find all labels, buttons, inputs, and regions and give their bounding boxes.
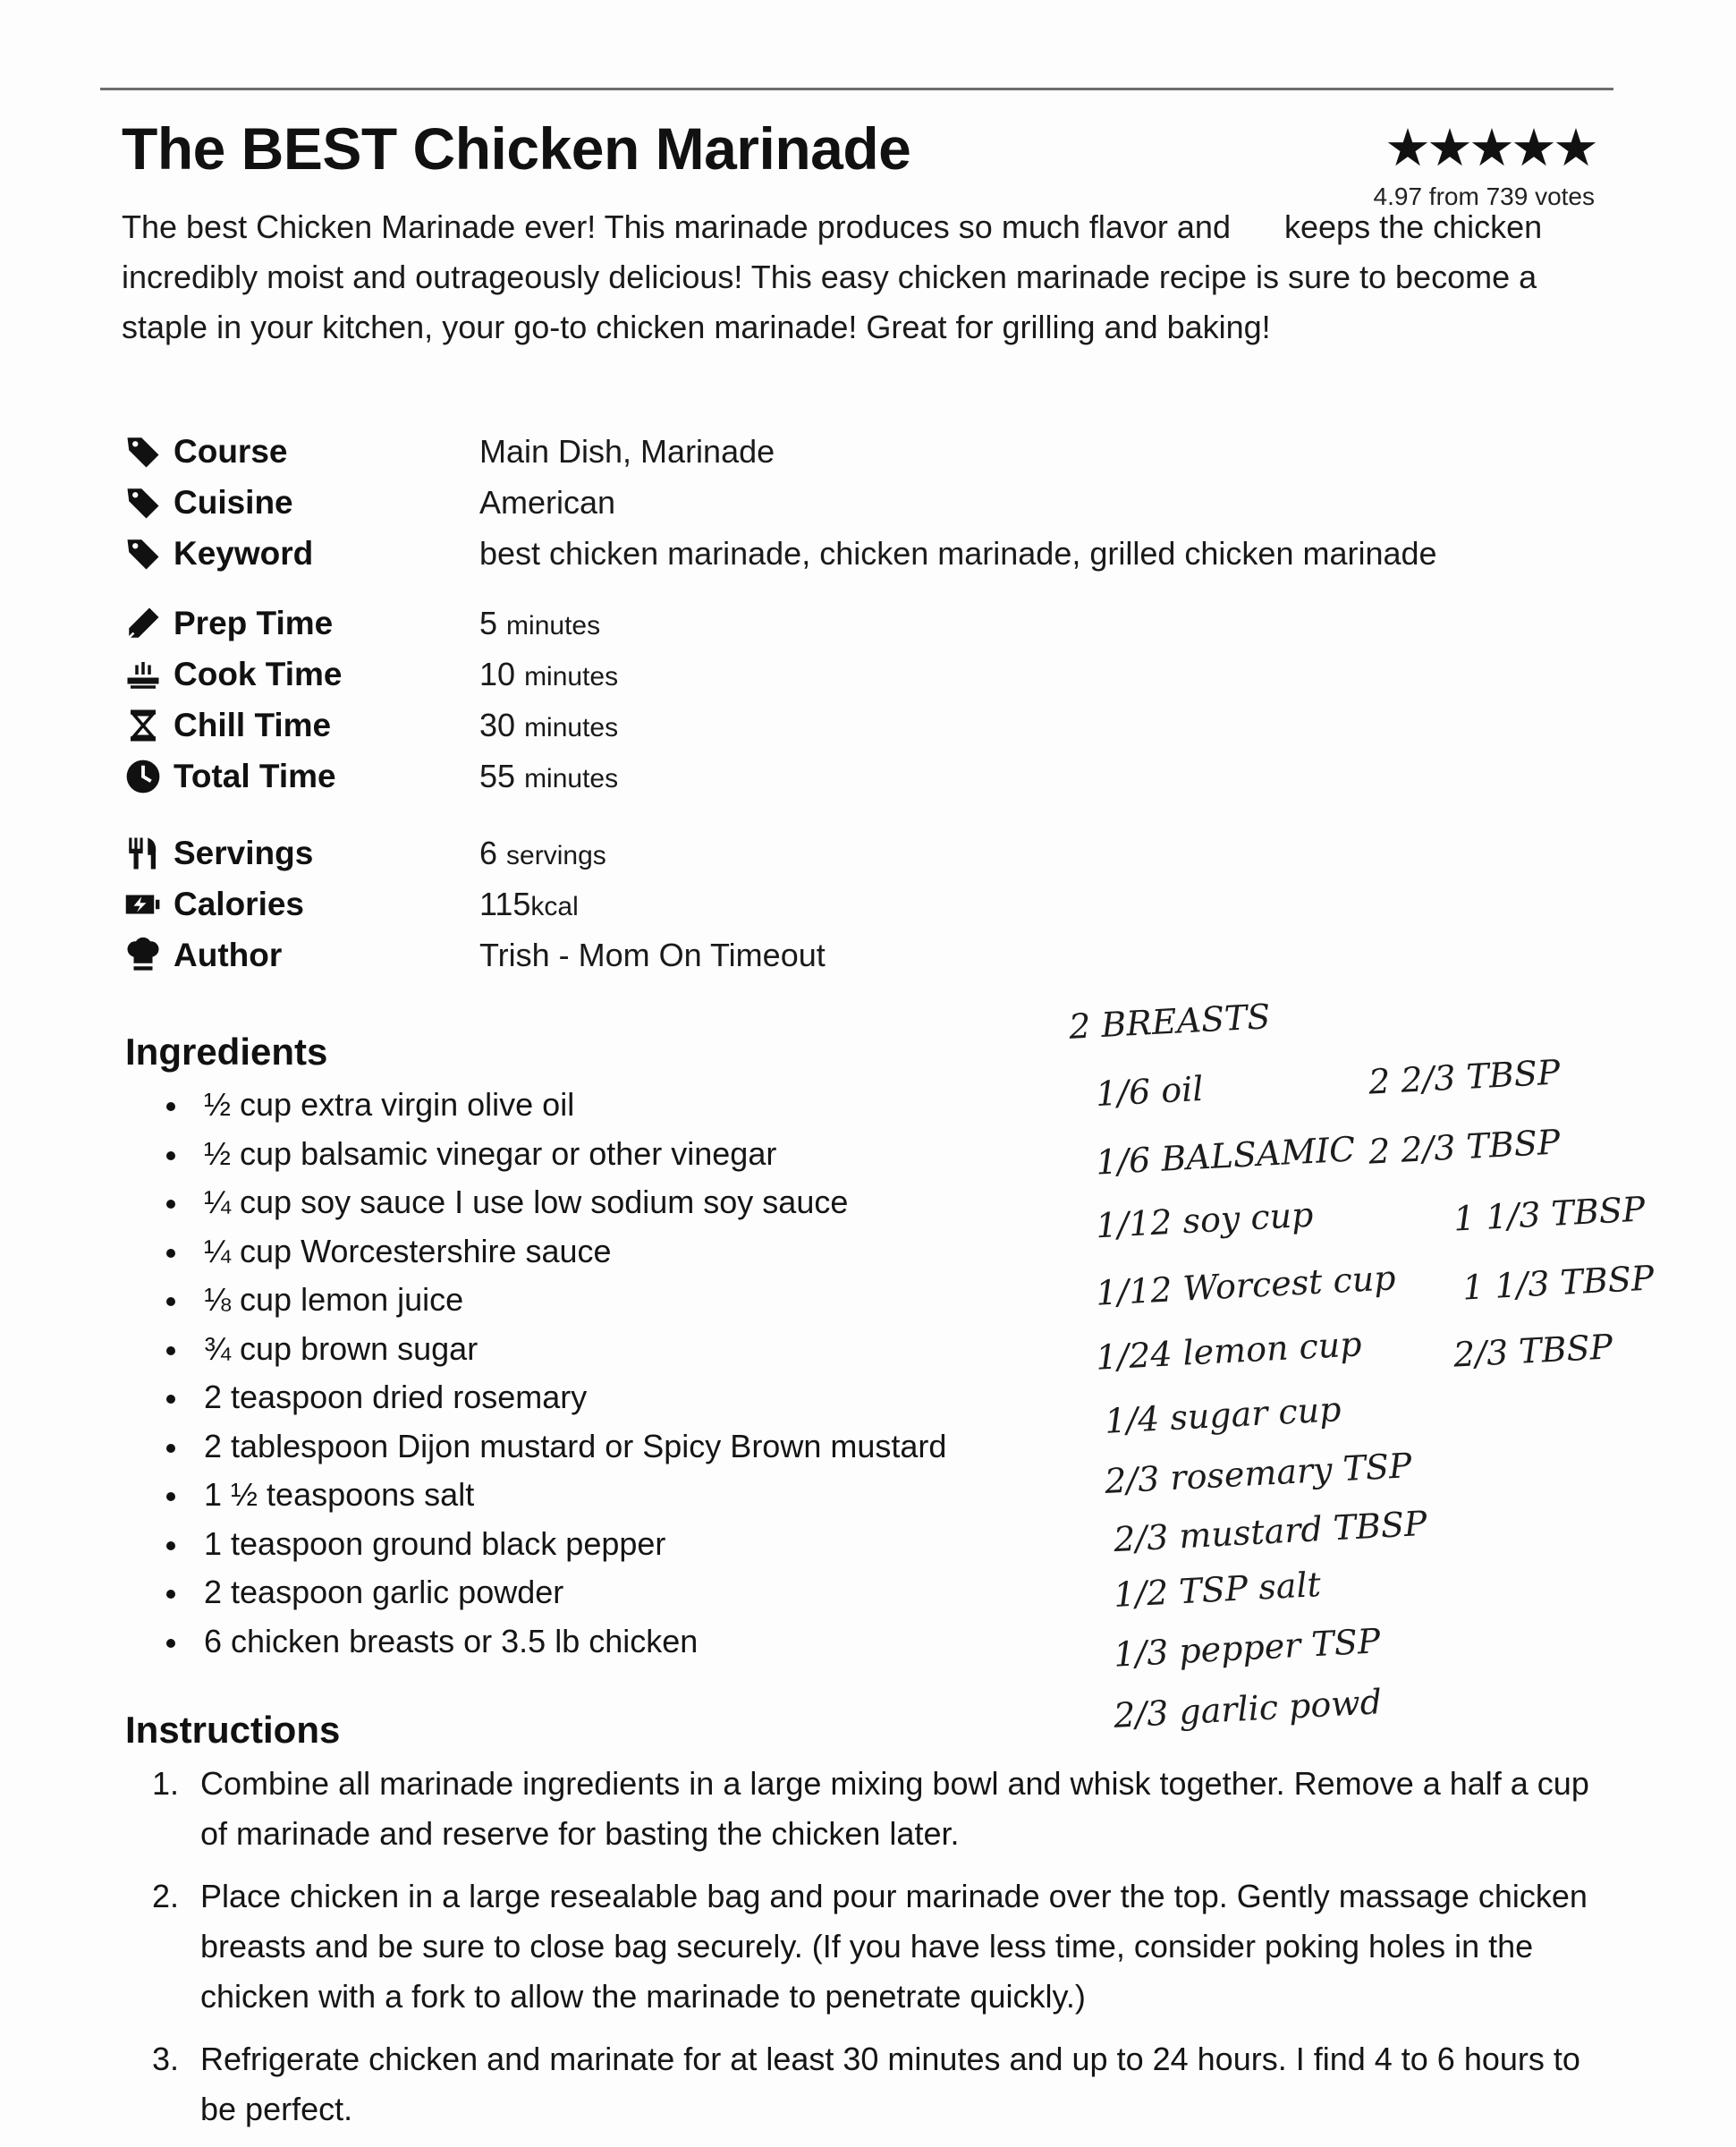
tag-icon [122,481,165,524]
ingredient-item: ½ cup balsamic vinegar or other vinegar [163,1130,946,1179]
vote-count: 4.97 from 739 votes [1373,182,1595,210]
cooking-pot-icon [122,653,165,696]
instructions-list [152,1759,1601,2147]
rating-block [1373,119,1595,211]
meta-author [122,929,826,980]
handwritten-note: 1/2 TSP salt [1113,1564,1322,1616]
meta-label-author: Author [174,936,283,973]
recipe-title: The BEST Chicken Marinade [122,115,911,182]
meta-label-servings: Servings [174,834,314,871]
ingredient-item: 1 ½ teaspoons salt [163,1471,946,1520]
handwritten-note: 1/12 Worcest cup [1095,1258,1397,1313]
ingredient-item: 6 chicken breasts or 3.5 lb chicken [163,1617,946,1667]
ingredient-item: ½ cup extra virgin olive oil [163,1081,946,1130]
handwritten-note: 1/6 BALSAMIC [1095,1129,1357,1183]
meta-cuisine [122,477,1437,528]
summary-line-1: The best Chicken Marinade ever! This marinade produces so much flavor and [122,208,1231,245]
battery-icon [122,883,165,926]
handwritten-note: 2 BREASTS [1068,997,1272,1047]
recipe-summary [122,202,1588,352]
tag-icon [122,532,165,575]
ingredient-item: ¼ cup soy sauce I use low sodium soy sauce [163,1178,946,1227]
handwritten-note: 2/3 mustard TBSP [1113,1503,1428,1560]
meta-course [122,426,1437,477]
meta-value-course: Main Dish, Marinade [479,432,775,470]
chef-hat-icon [122,934,165,977]
meta-value-calories: 115 [479,885,531,922]
handwritten-note: 1/4 sugar cup [1104,1389,1342,1441]
meta-unit-calories: kcal [530,891,579,921]
step-text: Refrigerate chicken and marinate for at least 30 minutes and up to 24 hours. I find 4 to 6 hours to be perfect. [200,2041,1580,2127]
meta-value-author[interactable]: Trish - Mom On Timeout [479,936,826,973]
meta-unit-servings: servings [506,840,606,870]
meta-value-chill-time: 30 [479,706,516,743]
handwritten-note: 2 2/3 TBSP [1367,1122,1562,1172]
ingredient-item: ¼ cup Worcestershire sauce [163,1227,946,1277]
meta-label-total-time: Total Time [174,757,336,794]
meta-cook-time [122,649,618,700]
meta-calories [122,878,826,929]
instruction-step [152,2034,1601,2134]
meta-unit-total-time: minutes [524,763,619,793]
handwritten-note: 1/24 lemon cup [1095,1324,1363,1378]
ingredient-item: ⅛ cup lemon juice [163,1276,946,1325]
meta-value-keyword: best chicken marinade, chicken marinade, grilled chicken marinade [479,534,1437,572]
meta-label-keyword: Keyword [174,534,314,572]
step-number: 1. [152,1765,180,1802]
summary-rest: keeps the chicken incredibly moist and outrageously delicious! This easy chicken marinade recipe is sure to become a staple in your kitchen, your go-to chicken marinade! Great for grilling and baking! [122,208,1543,345]
meta-label-chill-time: Chill Time [174,706,332,743]
meta-label-prep-time: Prep Time [174,604,334,641]
ingredients-list [163,1081,946,1666]
ingredients-heading: Ingredients [125,1031,328,1073]
handwritten-note: 1/3 pepper TSP [1113,1621,1382,1675]
clock-icon [122,755,165,798]
meta-value-servings[interactable]: 6 [479,834,498,871]
meta-label-calories: Calories [174,885,305,922]
meta-servings [122,827,826,878]
recipe-details [122,827,826,980]
ingredient-item: 2 teaspoon dried rosemary [163,1373,946,1422]
star-rating[interactable]: ★★★★★ [1385,119,1595,177]
tag-icon [122,430,165,473]
handwritten-note: 1/12 soy cup [1095,1194,1315,1246]
instructions-heading: Instructions [125,1709,341,1751]
top-divider [100,88,1613,90]
meta-value-cuisine: American [479,483,616,521]
instruction-step [152,1759,1601,1859]
step-text: Combine all marinade ingredients in a large mixing bowl and whisk together. Remove a half a cup of marinade and reserve for basting the chicken later. [200,1765,1589,1852]
step-number: 3. [152,2041,180,2077]
handwritten-note: 1/6 oil [1094,1068,1205,1115]
meta-unit-cook-time: minutes [524,661,619,692]
meta-unit-prep-time: minutes [506,610,601,641]
instruction-step [152,1871,1601,2022]
step-text: Place chicken in a large resealable bag and pour marinade over the top. Gently massage chicken breasts and be sure to close bag securely. (If you have less time, consider poking holes in the chicken with a fork to allow the marinade to penetrate quickly.) [200,1878,1588,2015]
meta-label-course: Course [174,432,288,470]
step-number: 2. [152,1878,180,1914]
ingredient-item: ¾ cup brown sugar [163,1325,946,1374]
ingredient-item: 1 teaspoon ground black pepper [163,1520,946,1569]
meta-label-cuisine: Cuisine [174,483,293,521]
meta-prep-time [122,598,618,649]
meta-value-total-time: 55 [479,757,516,794]
meta-chill-time [122,700,618,751]
hourglass-icon [122,704,165,747]
handwritten-note: 1 1/3 TBSP [1461,1258,1656,1308]
handwritten-note: 2/3 TBSP [1452,1327,1614,1375]
meta-value-prep-time: 5 [479,604,498,641]
recipe-tags [122,426,1437,579]
handwritten-note: 2/3 garlic powd [1113,1682,1384,1735]
meta-value-cook-time: 10 [479,655,516,692]
ingredient-item: 2 teaspoon garlic powder [163,1568,946,1617]
pencil-icon [122,602,165,645]
handwritten-note: 1 1/3 TBSP [1452,1189,1647,1239]
meta-total-time [122,751,618,802]
utensils-icon [122,832,165,875]
meta-unit-chill-time: minutes [524,712,619,743]
meta-label-cook-time: Cook Time [174,655,343,692]
ingredient-item: 2 tablespoon Dijon mustard or Spicy Brown mustard [163,1422,946,1472]
recipe-times [122,598,618,802]
handwritten-note: 2 2/3 TBSP [1367,1052,1562,1102]
handwritten-note: 2/3 rosemary TSP [1104,1446,1413,1501]
handwritten-notes [1060,997,1704,1753]
meta-keyword [122,528,1437,579]
